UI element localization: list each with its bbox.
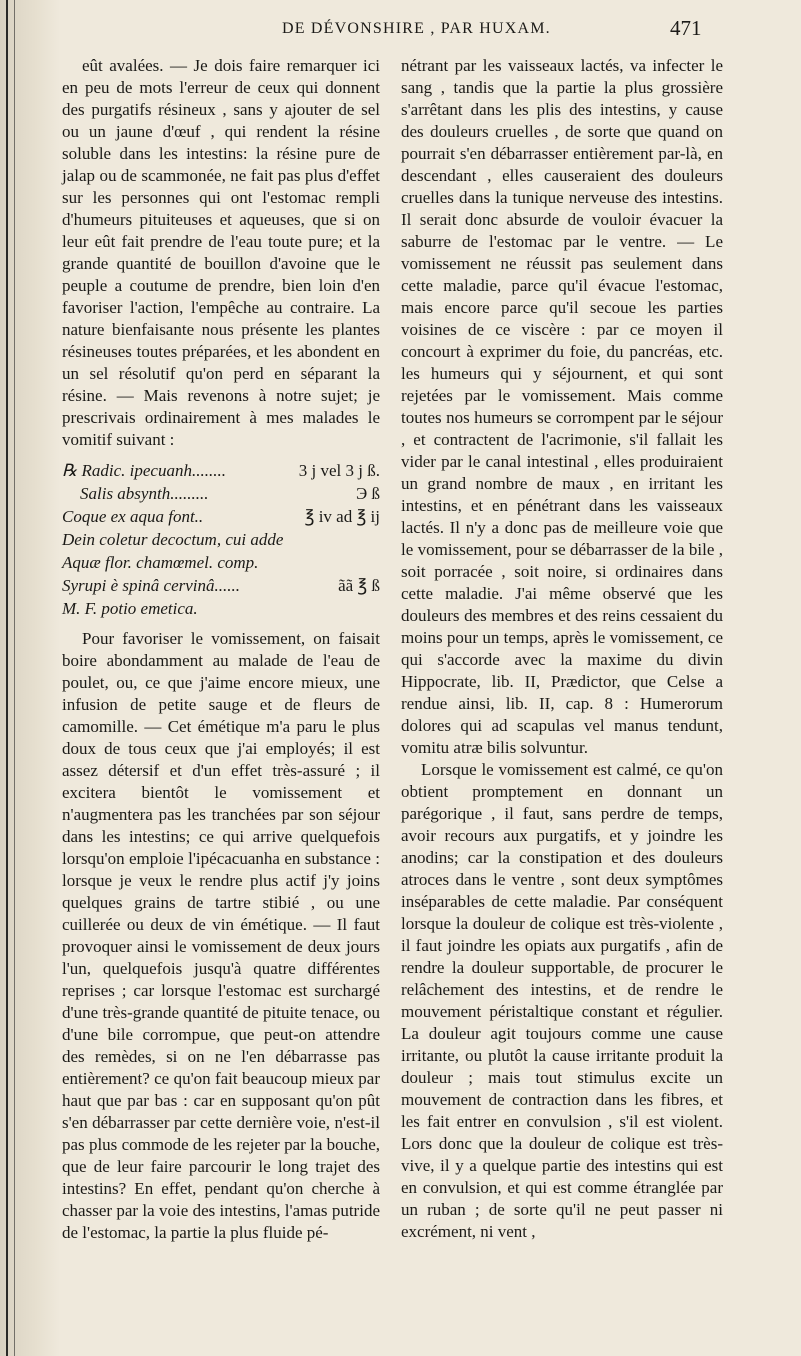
ingredient-amount: Э ß <box>356 484 380 503</box>
prescription-line <box>62 551 380 574</box>
book-page <box>62 0 801 1356</box>
running-header <box>282 16 702 50</box>
running-title: DE DÉVONSHIRE , PAR HUXAM. <box>282 20 551 37</box>
paragraph: nétrant par les vaisseaux lactés, va infecter le sang , tandis que la partie la plus grossière s'arrêtant dans les plis des intestins, y cause des douleurs cruelles , de sorte que quand on pourrait s'en débarrasser entièrement par-là, en descendant , elles causeraient des douleurs cruelles dans la tunique nerveuse des intestins. Il serait donc absurde de vouloir évacuer la saburre de l'estomac par le ventre. — Le vomissement ne réussit pas seulement dans cette maladie, parce qu'il évacue l'estomac, mais encore parce qu'il secoue les parties voisines de ce viscère : par ce moyen il concourt à exprimer du foie, du pancréas, etc. les humeurs qui y séjournent, et qui sont rejetées par le vomissement. Mais comme toutes nos humeurs se corrompent par le séjour , et contractent de l'acrimonie, s'il fallait les vider par le canal intestinal , elles produiraient un grand nombre de maux , en irritant les intestins, et en pénétrant dans les vaisseaux lactés. Il n'y a donc pas de meilleure voie que le vomissement, pour se débarrasser de la bile , soit porracée , soit noire, si ordinaires dans cette maladie. J'ai même observé que les douleurs des membres et des reins cessaient du moins pour un temps, après le vomissement, ce qui s'accorde avec la maxime du divin Hippocrate, lib. II, Prædictor, que Celse a rendue ainsi, lib. II, cap. 8 : Humerorum dolores qui ad scapulas vel manus tendunt, vomitu atræ bilis solvuntur. <box>401 56 723 757</box>
book-gutter-shadow <box>0 0 60 1356</box>
ingredient-amount: ãã ℥ ß <box>338 576 380 595</box>
prescription-block <box>62 459 380 620</box>
prescription-line <box>62 505 380 528</box>
gutter-rule <box>6 0 8 1356</box>
prescription-line <box>62 597 380 620</box>
ingredient-amount: ℥ iv ad ℥ ij <box>304 507 380 526</box>
ingredient-name: Salis absynth......... <box>80 484 209 503</box>
page-number: 471 <box>670 16 702 40</box>
ingredient-name: M. F. potio emetica. <box>62 599 198 618</box>
ingredient-name: Coque ex aqua font.. <box>62 507 204 526</box>
prescription-line <box>62 459 380 482</box>
left-column <box>62 55 380 1244</box>
paragraph: Lorsque le vomissement est calmé, ce qu'on obtient promptement en donnant un parégorique , il faut, sans perdre de temps, avoir recours aux purgatifs, et y joindre les anodins; car la constipation et des douleurs atroces dans le ventre , sont deux symptômes inséparables de cette maladie. Par conséquent lorsque la douleur de colique est très-violente , il faut joindre les opiats aux purgatifs , afin de rendre la douleur supportable, de procurer le relâchement des intestins, et de rendre le mouvement péristaltique constant et régulier. La douleur agit toujours comme une cause irritante, ou plutôt la cause irritante produit la douleur ; mais tout stimulus excite un mouvement de contraction dans les fibres, et les fait entrer en convulsion , s'il est violent. Lors donc que la douleur de colique est très-vive, il y a quelque partie des intestins qui est en convulsion, et qui est comme étranglée par un ruban ; de sorte qu'il ne peut passer ni excrément, ni vent , <box>401 760 723 1241</box>
ingredient-name: Aquæ flor. chamœmel. comp. <box>62 553 259 572</box>
ingredient-amount: 3 j vel 3 j ß. <box>298 461 380 480</box>
ingredient-name: ℞ Radic. ipecuanh........ <box>62 461 226 480</box>
paragraph: Pour favoriser le vomissement, on faisait boire abondamment au malade de l'eau de poulet, ou, ce que j'aime encore mieux, une infusion de petite sauge et de fleurs de camomille. — Cet émétique m'a paru le plus doux de tous ceux que j'ai employés; il est assez détersif et d'un effet très-assuré ; il excitera bientôt le vomissement et n'augmentera pas les tranchées par son séjour dans les intestins; ce qui arrive quelquefois lorsqu'on emploie l'ipécacuanha en substance : lorsque je veux le rendre plus actif j'y joins quelques grains de tartre stibié , ou une cuillerée ou deux de vin émétique. — Il faut provoquer ainsi le vomissement de deux jours l'un, quelquefois jusqu'à quatre différentes reprises ; car lorsque l'estomac est surchargé d'une très-grande quantité de pituite tenace, ou d'une bile corrompue, que peut-on attendre des remèdes, si on ne l'en débarrasse pas entièrement? ce qu'on fait beaucoup mieux par haut que par bas : car en supposant qu'on pût s'en débarrasser par cette dernière voie, n'est-il pas plus commode de les rejeter par la bouche, que de leur faire parcourir le long trajet des intestins? En effet, pendant qu'on cherche à chasser par la voie des intestins, l'amas putride de l'estomac, la partie la plus fluide pé- <box>62 629 380 1242</box>
ingredient-name: Syrupi è spinâ cervinâ...... <box>62 576 240 595</box>
ingredient-name: Dein coletur decoctum, cui adde <box>62 530 284 549</box>
gutter-rule <box>14 0 15 1356</box>
prescription-line <box>62 528 380 551</box>
paragraph: eût avalées. — Je dois faire remarquer ici en peu de mots l'erreur de ceux qui donnent des purgatifs résineux , sans y ajouter de sel ou un jaune d'œuf , qui rendent la résine soluble dans les intestins: la résine pure de jalap ou de scammonée, ne fait pas plus d'effet sur les personnes qui ont l'estomac rempli d'humeurs pituiteuses et aqueuses, que si on leur eût fait prendre de l'eau toute pure; et la grande quantité de bouillon d'avoine que le peuple a coutume de prendre, bien loin d'en favoriser l'action, l'empêche au contraire. La nature bienfaisante nous présente les plantes résineuses toutes préparées, et les abondent en un sel résolutif qu'on perd en séparant la résine. — Mais revenons à notre sujet; je prescrivais ordinairement à mes malades le vomitif suivant : <box>62 56 380 449</box>
prescription-line <box>62 482 380 505</box>
prescription-line <box>62 574 380 597</box>
right-column <box>401 55 723 1243</box>
